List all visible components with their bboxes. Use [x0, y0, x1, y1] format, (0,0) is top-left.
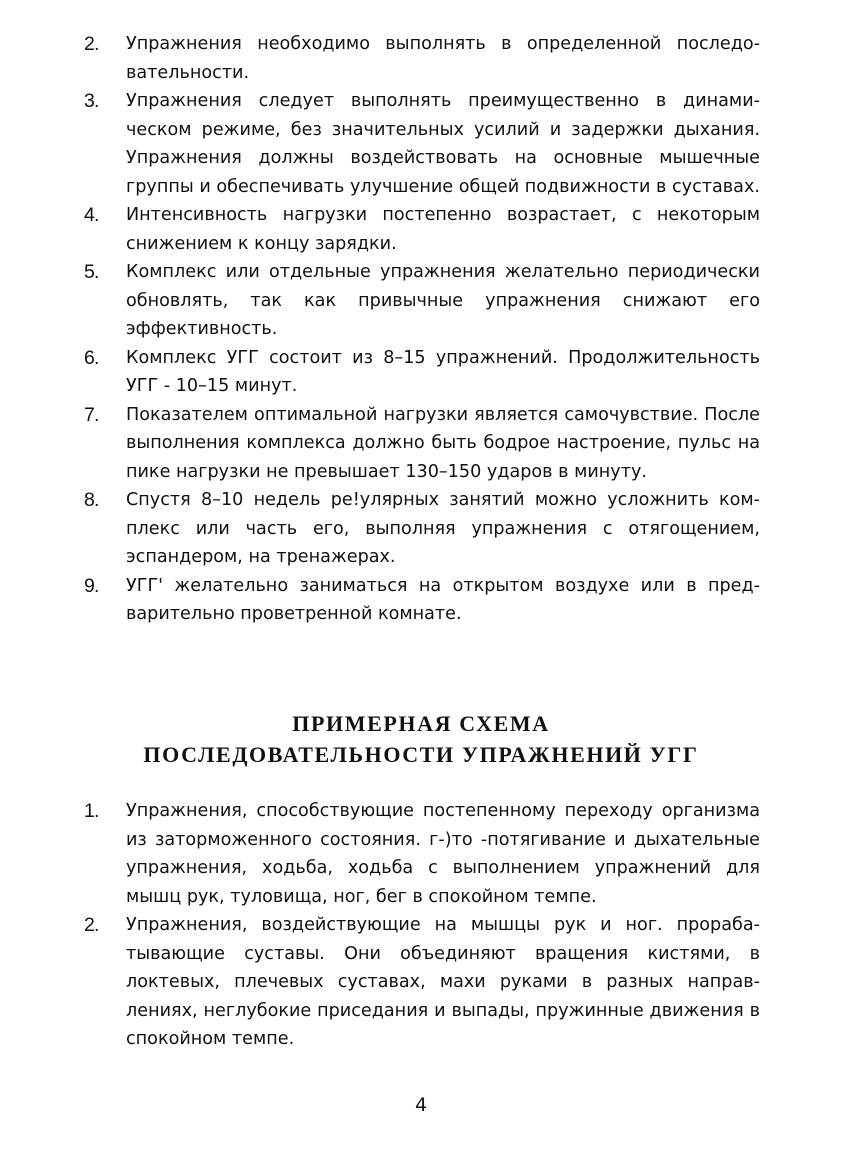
item-text: Интенсивность нагрузки постепенно возрастает, с некоторым снижением к концу зарядки.	[126, 205, 760, 254]
list-item	[0, 486, 842, 572]
item-text: Упражнения, воздействующие на мышцы рук и ног. прорабатывающие суставы. Они объединяют вращения кистями, в локтевых, плечевых суставах, махи руками в разных направлениях, неглубокие приседания и выпады, пружинные движения в спокойном темпе.	[126, 915, 760, 1049]
item-number: 2.	[84, 914, 99, 936]
list-item	[0, 797, 842, 911]
list-item	[0, 30, 842, 87]
list-item	[0, 572, 842, 629]
item-number: 3.	[84, 90, 99, 112]
list-item	[0, 87, 842, 201]
exercise-sequence-list	[0, 797, 842, 1054]
item-text: УГГ' желательно заниматься на открытом воздухе или в предварительно проветренной комнате.	[126, 575, 760, 624]
item-text: Комплекс или отдельные упражнения желательно периодически обновлять, так как привычные упражнения снижают его эффективность.	[126, 262, 760, 339]
list-item	[0, 344, 842, 401]
item-number: 2.	[84, 33, 99, 55]
item-text: Упражнения, способствующие постепенному переходу организма из заторможенного состояния. г-)то -потягивание и дыхательные упражнения, ходьба, ходьба с выполнением упражнений для мышц рук, туловища, ног, бег в спокойном темпе.	[126, 801, 760, 907]
page-number: 4	[414, 1094, 428, 1116]
item-number: 7.	[84, 403, 99, 426]
list-item	[0, 401, 842, 487]
item-number: 9.	[84, 574, 99, 597]
list-item	[0, 911, 842, 1054]
item-text: Комплекс УГГ состоит из 8–15 упражнений. Продолжительность УГГ - 10–15 минут.	[126, 347, 760, 396]
item-number: 6.	[84, 346, 99, 369]
item-text: Спустя 8–10 недель ре!улярных занятий можно усложнить комплекс или часть его, выполняя упражнения с отягощением, эспандером, на тренажерах.	[126, 490, 760, 567]
item-number: 5.	[84, 261, 99, 283]
item-text: Упражнения необходимо выполнять в определенной последовательности.	[126, 34, 760, 83]
item-number: 4.	[84, 204, 99, 226]
section-heading-line-1: ПРИМЕРНАЯ СХЕМА	[292, 711, 550, 736]
item-text: Упражнения следует выполнять преимущественно в динамическом режиме, без значительных усилий и задержки дыхания. Упражнения должны воздействовать на основные мышечные группы и обеспечивать улучшение общей подвижности в суставах.	[126, 91, 760, 197]
section-heading-line-2: ПОСЛЕДОВАТЕЛЬНОСТИ УПРАЖНЕНИЙ УГГ	[143, 742, 699, 767]
item-number: 1.	[84, 800, 99, 822]
requirements-list	[0, 30, 842, 629]
list-item	[0, 201, 842, 258]
item-number: 8.	[84, 489, 99, 511]
list-item	[0, 258, 842, 344]
item-text: Показателем оптимальной нагрузки является самочувствие. После выполнения комплекса должно быть бодрое настроение, пульс на пике нагрузки не превышает 130–150 ударов в минуту.	[126, 404, 760, 482]
